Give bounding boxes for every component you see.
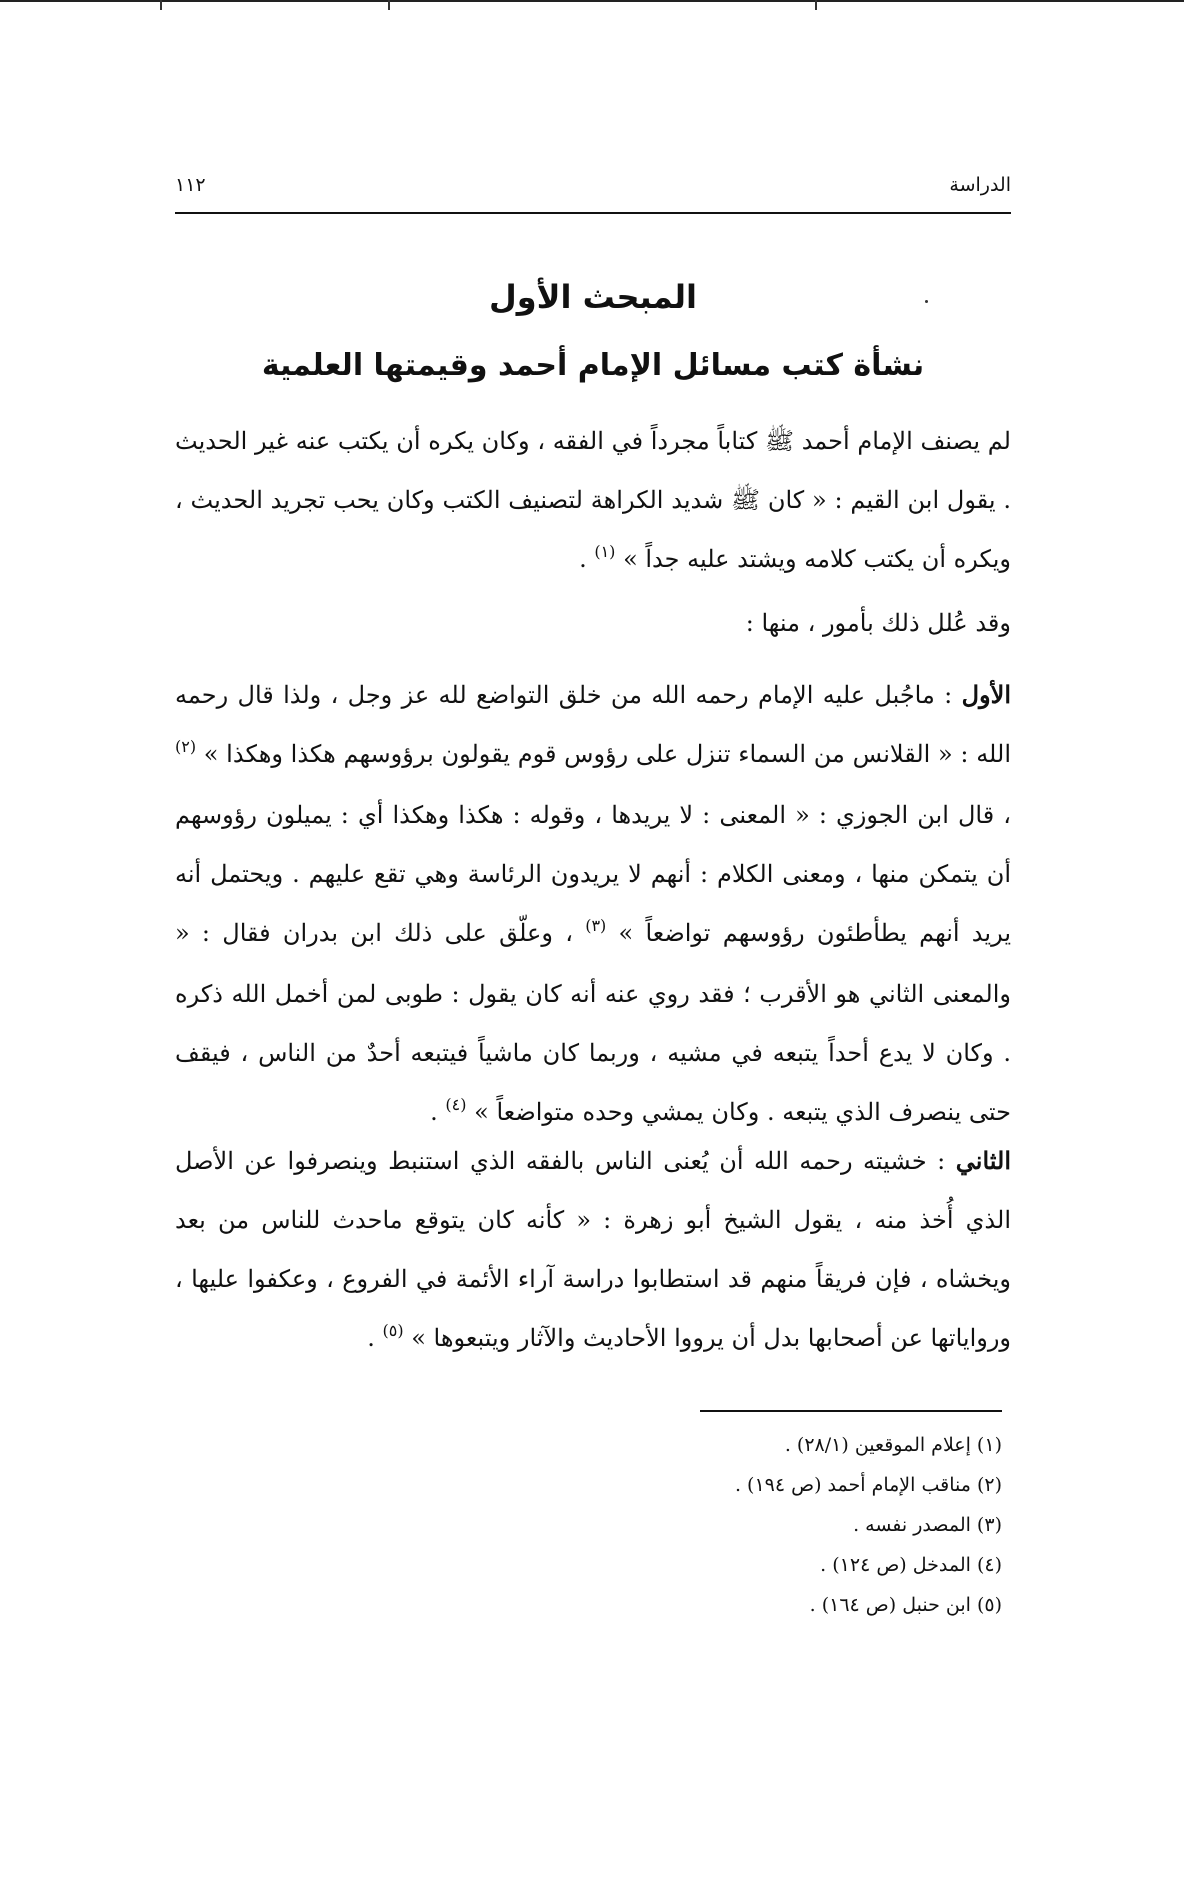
footnotes-list (175, 1425, 1002, 1625)
second-reason-text: : خشيته رحمه الله أن يُعنى الناس بالفقه الذي استنبط وينصرفوا عن الأصل الذي أُخذ منه ، يقول الشيخ أبو زهرة : « كأنه كان يتوقع ماحدث للناس من بعد ويخشاه ، فإن فريقاً منهم قد استطابوا دراسة آراء الأئمة في الفروع ، وعكفوا عليها ، ورواياتها عن أصحابها بدل أن يرووا الأحاديث والآثار ويتبعوها » (175, 1147, 1011, 1352)
paragraph-intro-text: لم يصنف الإمام أحمد ﷺ كتاباً مجرداً في الفقه ، وكان يكره أن يكتب عنه غير الحديث . يقول ابن القيم : « كان ﷺ شديد الكراهة لتصنيف الكتب وكان يحب تجريد الحديث ، ويكره أن يكتب كلامه ويشتد عليه جداً » (175, 427, 1011, 573)
first-reason-text-1: : ماجُبل عليه الإمام رحمه الله من خلق التواضع لله عز وجل ، ولذا قال رحمه الله : « القلانس من السماء تنزل على رؤوس قوم يقولون برؤوسهم هكذا وهكذا » (175, 681, 1011, 768)
first-reason-text-3: ، وعلّق على ذلك ابن بدران فقال : « والمعنى الثاني هو الأقرب ؛ فقد روي عنه أنه كان يقول : طوبى لمن أخمل الله ذكره . وكان لا يدع أحداً يتبعه في مشيه ، وربما كان ماشياً فيتبعه أحدٌ من الناس ، فيقف حتى ينصرف الذي يتبعه . وكان يمشي وحده متواضعاً » (175, 919, 1011, 1126)
second-reason-tail: . (367, 1324, 383, 1352)
page-number: ١١٢ (175, 174, 206, 196)
header-title: الدراسة (949, 174, 1011, 196)
footnote-ref-4: (٤) (445, 1095, 467, 1114)
first-reason-lead: الأول (961, 680, 1011, 709)
scan-tick-mark (160, 0, 162, 10)
footnote-ref-1: (١) (594, 542, 616, 561)
footnote-separator (700, 1410, 1002, 1412)
footnote-item: (٤) المدخل (ص ١٢٤) . (820, 1554, 1002, 1576)
first-reason-text-2: ، قال ابن الجوزي : « المعنى : لا يريدها ، وقوله : هكذا وهكذا أي : يميلون رؤوسهم أن يتمكن منها ، ومعنى الكلام : أنهم لا يريدون الرئاسة وهي تقع عليهم . ويحتمل أنه يريد أنهم يطأطئون رؤوسهم تواضعاً » (175, 801, 1011, 947)
scan-top-edge (0, 0, 1184, 2)
footnote-ref-2: (٢) (175, 737, 197, 756)
paragraph-intro-tail: . (579, 545, 595, 573)
paragraph-reasons-intro (175, 594, 1011, 653)
footnote-item: (٥) ابن حنبل (ص ١٦٤) . (809, 1594, 1002, 1616)
paragraph-second-reason (175, 1131, 1011, 1370)
second-reason-lead: الثاني (955, 1146, 1011, 1175)
footnote-ref-5: (٥) (382, 1321, 404, 1340)
scan-speck (925, 300, 928, 303)
paragraph-reasons-intro-text: وقد عُلل ذلك بأمور ، منها : (745, 609, 1011, 637)
section-title: المبحث الأول (488, 278, 698, 316)
running-header (175, 168, 1011, 214)
footnote-item: (١) إعلام الموقعين (٢٨/١) . (784, 1434, 1002, 1456)
footnote-ref-3: (٣) (585, 916, 607, 935)
section-subtitle: نشأة كتب مسائل الإمام أحمد وقيمتها العلمية (261, 348, 925, 383)
first-reason-tail: . (430, 1098, 446, 1126)
footnote-item: (٣) المصدر نفسه . (853, 1514, 1002, 1536)
footnote-item: (٢) مناقب الإمام أحمد (ص ١٩٤) . (734, 1474, 1002, 1496)
paragraph-first-reason (175, 665, 1011, 1144)
scan-tick-mark (388, 0, 390, 10)
paragraph-intro (175, 412, 1011, 591)
scan-tick-mark (815, 0, 817, 10)
